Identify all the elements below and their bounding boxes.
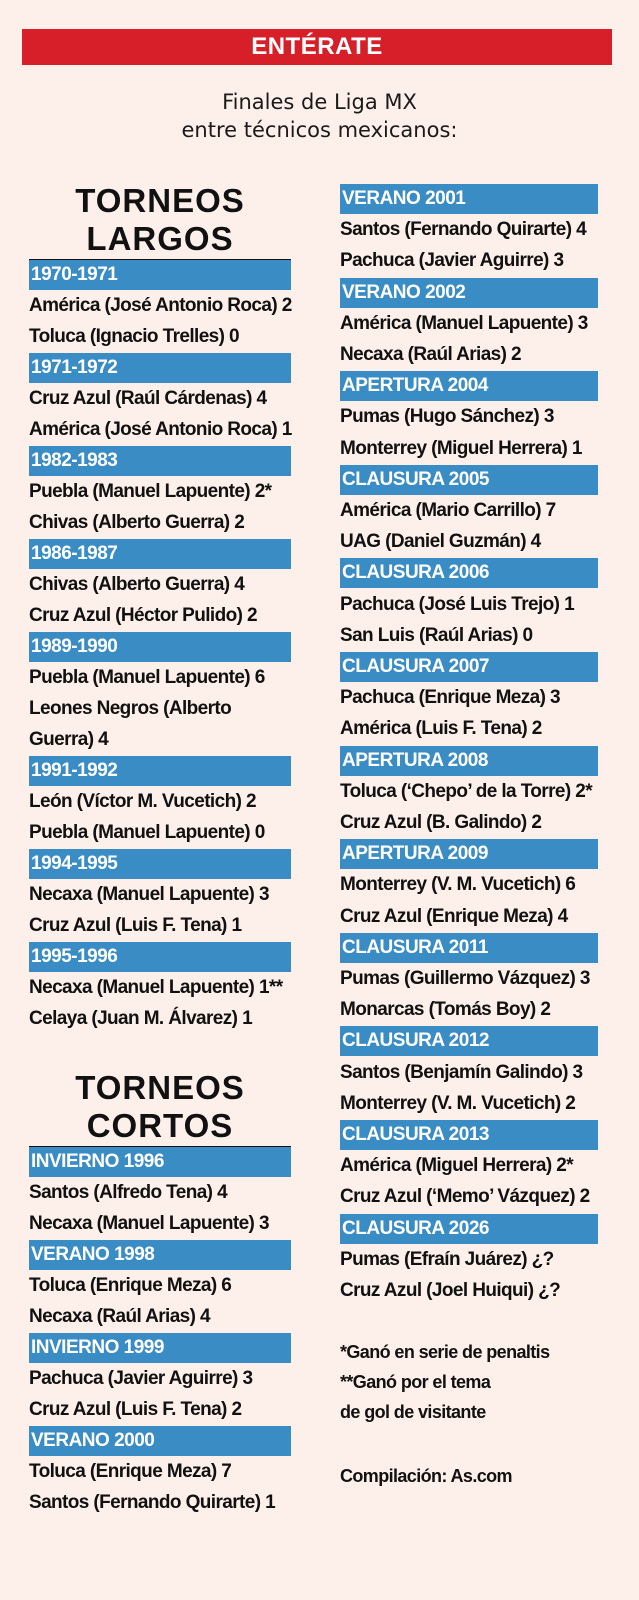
- subtitle-line-1: Finales de Liga MX: [222, 90, 417, 114]
- final-result-line: Toluca (Enrique Meza) 7: [29, 1461, 232, 1482]
- tournament-year-bar: 1991-1992: [29, 756, 291, 786]
- final-result-line: Santos (Fernando Quirarte) 1: [29, 1492, 276, 1513]
- final-result-line: Santos (Fernando Quirarte) 4: [340, 219, 587, 241]
- final-result-line: América (Miguel Herrera) 2*: [340, 1155, 574, 1177]
- header-torneos-largos: [29, 182, 291, 258]
- final-result-line: Puebla (Manuel Lapuente) 2*: [29, 481, 272, 502]
- tournament-year-bar: 1986-1987: [29, 539, 291, 569]
- tournament-year-bar: VERANO 2000: [29, 1426, 291, 1456]
- final-result-line: León (Víctor M. Vucetich) 2: [29, 791, 256, 812]
- final-result-line: América (José Antonio Roca) 2: [29, 295, 292, 316]
- subtitle-line-2: entre técnicos mexicanos:: [181, 118, 458, 142]
- final-result-line: Necaxa (Manuel Lapuente) 3: [29, 884, 269, 905]
- header-torneos-cortos-line-2: CORTOS: [86, 1107, 234, 1144]
- final-result-line: América (Luis F. Tena) 2: [340, 718, 542, 740]
- final-result-line: Toluca (Enrique Meza) 6: [29, 1275, 232, 1296]
- final-result-line: Necaxa (Manuel Lapuente) 1**: [29, 977, 283, 998]
- header-torneos-cortos: [29, 1069, 291, 1145]
- tournament-year-bar: 1971-1972: [29, 353, 291, 383]
- tournament-year-bar: VERANO 2002: [340, 278, 598, 308]
- final-result-line: Santos (Alfredo Tena) 4: [29, 1182, 228, 1203]
- tournament-year-bar: APERTURA 2009: [340, 839, 598, 869]
- final-result-line: Monterrey (V. M. Vucetich) 6: [340, 874, 576, 896]
- tournament-year-bar: CLAUSURA 2011: [340, 933, 598, 963]
- tournament-year-bar: 1994-1995: [29, 849, 291, 879]
- header-torneos-largos-line-1: TORNEOS: [75, 182, 245, 219]
- tournament-year-bar: 1982-1983: [29, 446, 291, 476]
- tournament-year-bar: CLAUSURA 2005: [340, 465, 598, 495]
- final-result-line: Cruz Azul (‘Memo’ Vázquez) 2: [340, 1186, 590, 1208]
- final-result-line: Cruz Azul (Enrique Meza) 4: [340, 905, 568, 927]
- final-result-line: Pumas (Hugo Sánchez) 3: [340, 406, 554, 428]
- final-result-line: Cruz Azul (Luis F. Tena) 1: [29, 915, 242, 936]
- subtitle: [0, 88, 639, 144]
- final-result-line: Necaxa (Manuel Lapuente) 3: [29, 1213, 269, 1234]
- footnote-line: **Ganó por el tema: [340, 1372, 491, 1392]
- tournament-year-bar: APERTURA 2004: [340, 371, 598, 401]
- final-result-line: Pumas (Efraín Juárez) ¿?: [340, 1248, 554, 1270]
- final-result-line: Pachuca (Javier Aguirre) 3: [29, 1368, 253, 1389]
- final-result-line: Celaya (Juan M. Álvarez) 1: [29, 1008, 253, 1029]
- tournament-year-bar: CLAUSURA 2006: [340, 558, 598, 588]
- tournament-year-bar: CLAUSURA 2007: [340, 652, 598, 682]
- tournament-year-bar: VERANO 1998: [29, 1240, 291, 1270]
- final-result-line: Puebla (Manuel Lapuente) 6: [29, 667, 265, 688]
- final-result-line: Toluca (‘Chepo’ de la Torre) 2*: [340, 780, 593, 802]
- tournament-year-bar: INVIERNO 1996: [29, 1147, 291, 1177]
- final-result-line: Guerra) 4: [29, 729, 109, 750]
- final-result-line: América (José Antonio Roca) 1: [29, 419, 292, 440]
- final-result-line: San Luis (Raúl Arias) 0: [340, 624, 533, 646]
- banner-title: ENTÉRATE: [22, 29, 612, 65]
- tournament-year-bar: 1989-1990: [29, 632, 291, 662]
- final-result-line: Pachuca (Javier Aguirre) 3: [340, 250, 564, 272]
- final-result-line: Necaxa (Raúl Arias) 4: [29, 1306, 211, 1327]
- footnote-line: de gol de visitante: [340, 1402, 486, 1422]
- final-result-line: Monarcas (Tomás Boy) 2: [340, 999, 551, 1021]
- final-result-line: América (Mario Carrillo) 7: [340, 500, 556, 521]
- final-result-line: Puebla (Manuel Lapuente) 0: [29, 822, 265, 843]
- final-result-line: Santos (Benjamín Galindo) 3: [340, 1061, 583, 1083]
- final-result-line: Cruz Azul (Luis F. Tena) 2: [29, 1399, 242, 1420]
- footnote-line: *Ganó en serie de penaltis: [340, 1342, 550, 1362]
- final-result-line: Chivas (Alberto Guerra) 4: [29, 574, 245, 595]
- tournament-year-bar: INVIERNO 1999: [29, 1333, 291, 1363]
- tournament-year-bar: CLAUSURA 2013: [340, 1120, 598, 1150]
- final-result-line: Pumas (Guillermo Vázquez) 3: [340, 968, 590, 989]
- tournament-year-bar: 1970-1971: [29, 260, 291, 290]
- final-result-line: Pachuca (José Luis Trejo) 1: [340, 593, 575, 615]
- tournament-year-bar: APERTURA 2008: [340, 746, 598, 776]
- final-result-line: Chivas (Alberto Guerra) 2: [29, 512, 245, 533]
- final-result-line: Pachuca (Enrique Meza) 3: [340, 687, 561, 709]
- final-result-line: Cruz Azul (Raúl Cárdenas) 4: [29, 388, 267, 409]
- final-result-line: Monterrey (V. M. Vucetich) 2: [340, 1092, 576, 1114]
- final-result-line: América (Manuel Lapuente) 3: [340, 312, 588, 334]
- header-torneos-largos-line-2: LARGOS: [86, 220, 234, 257]
- tournament-year-bar: VERANO 2001: [340, 184, 598, 214]
- credit-line: Compilación: As.com: [340, 1466, 512, 1486]
- final-result-line: Cruz Azul (Héctor Pulido) 2: [29, 605, 257, 626]
- final-result-line: Cruz Azul (Joel Huiqui) ¿?: [340, 1280, 561, 1301]
- final-result-line: Cruz Azul (B. Galindo) 2: [340, 812, 542, 833]
- tournament-year-bar: 1995-1996: [29, 942, 291, 972]
- final-result-line: Necaxa (Raúl Arias) 2: [340, 344, 522, 365]
- final-result-line: UAG (Daniel Guzmán) 4: [340, 531, 541, 553]
- final-result-line: Leones Negros (Alberto: [29, 698, 232, 719]
- header-torneos-cortos-line-1: TORNEOS: [75, 1069, 245, 1106]
- final-result-line: Toluca (Ignacio Trelles) 0: [29, 326, 239, 347]
- tournament-year-bar: CLAUSURA 2026: [340, 1214, 598, 1244]
- tournament-year-bar: CLAUSURA 2012: [340, 1026, 598, 1056]
- final-result-line: Monterrey (Miguel Herrera) 1: [340, 437, 582, 459]
